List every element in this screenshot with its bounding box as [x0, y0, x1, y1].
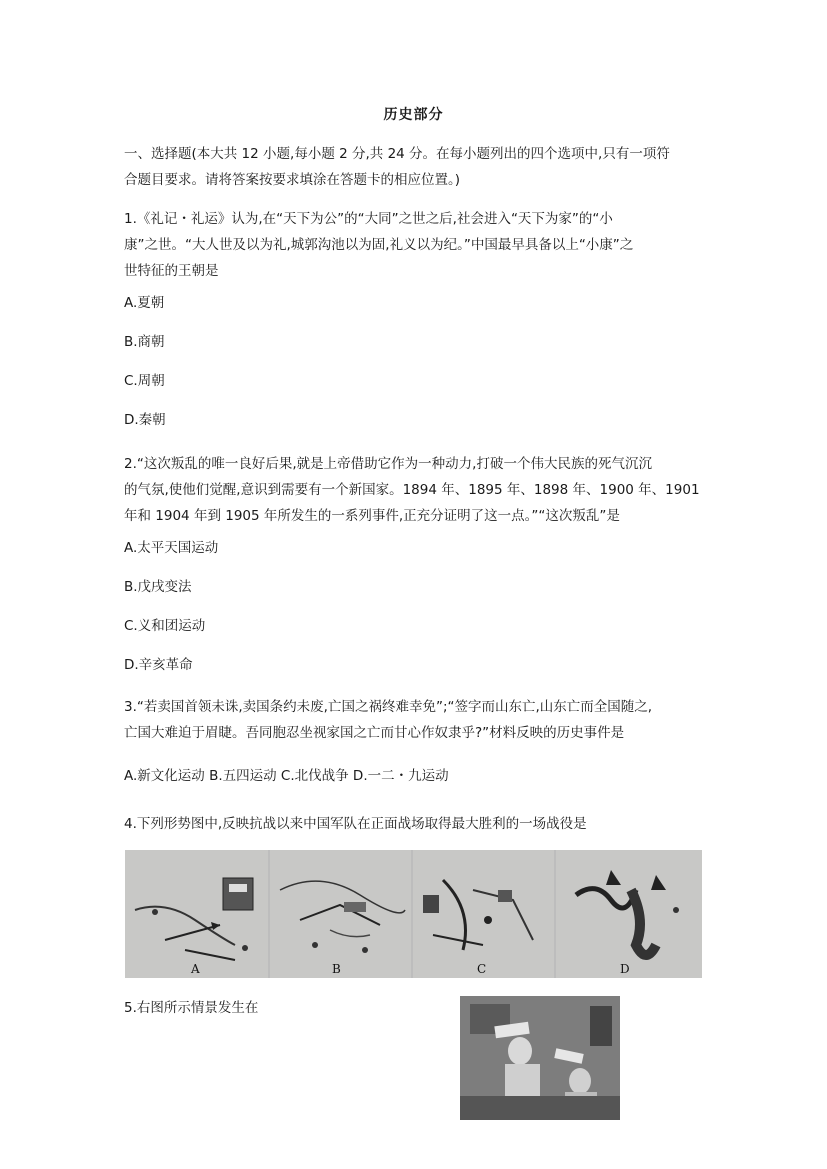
question-5: 5.右图所示情景发生在 [124, 1000, 259, 1016]
q1-line-1: 1.《礼记・礼运》认为,在“天下为公”的“大同”之世之后,社会进入“天下为家”的“小 [124, 211, 613, 227]
map-label-c: C [477, 962, 487, 976]
map-b-drawing [270, 850, 411, 978]
map-panel-b [270, 850, 411, 978]
question-3 [124, 694, 704, 746]
map-panel-d [556, 850, 702, 978]
section-instructions [124, 141, 704, 193]
q2-option-d: D.辛亥革命 [124, 657, 193, 673]
battle-maps-figure [125, 850, 702, 978]
map-label-b: B [332, 962, 341, 976]
q1-option-a: A.夏朝 [124, 295, 165, 311]
q2-option-b: B.戊戌变法 [124, 579, 192, 595]
map-c-drawing [413, 850, 554, 978]
historical-photo [460, 996, 620, 1120]
map-panel-a [125, 850, 268, 978]
map-panel-c [413, 850, 554, 978]
q3-line-2: 亡国大难迫于眉睫。吾同胞忍坐视家国之亡而甘心作奴隶乎?”材料反映的历史事件是 [124, 725, 625, 741]
map-d-drawing [556, 850, 702, 978]
q3-options: A.新文化运动 B.五四运动 C.北伐战争 D.一二・九运动 [124, 768, 449, 784]
q2-option-c: C.义和团运动 [124, 618, 206, 634]
photo-drawing [460, 996, 620, 1120]
q3-line-1: 3.“若卖国首领未诛,卖国条约未废,亡国之祸终难幸免”;“签字而山东亡,山东亡而全国随之, [124, 699, 653, 715]
section-line-1: 一、选择题(本大共 12 小题,每小题 2 分,共 24 分。在每小题列出的四个选项中,只有一项符 [124, 146, 670, 162]
question-1 [124, 206, 704, 284]
map-label-a: A [191, 962, 200, 976]
map-label-d: D [620, 962, 630, 976]
q1-option-d: D.秦朝 [124, 412, 166, 428]
question-2 [124, 451, 704, 529]
section-line-2: 合题目要求。请将答案按要求填涂在答题卡的相应位置。) [124, 172, 461, 188]
q1-option-c: C.周朝 [124, 373, 165, 389]
q1-line-3: 世特征的王朝是 [124, 263, 219, 279]
q1-option-b: B.商朝 [124, 334, 165, 350]
q2-option-a: A.太平天国运动 [124, 540, 219, 556]
q2-line-3: 年和 1904 年到 1905 年所发生的一系列事件,正充分证明了这一点。”“这次叛乱”是 [124, 508, 620, 524]
map-a-drawing [125, 850, 268, 978]
page-title: 历史部分 [383, 107, 444, 123]
question-4: 4.下列形势图中,反映抗战以来中国军队在正面战场取得最大胜利的一场战役是 [124, 816, 587, 832]
q2-line-1: 2.“这次叛乱的唯一良好后果,就是上帝借助它作为一种动力,打破一个伟大民族的死气沉沉 [124, 456, 652, 472]
q1-line-2: 康”之世。“大人世及以为礼,城郭沟池以为固,礼义以为纪。”中国最早具备以上“小康”之 [124, 237, 634, 253]
q2-line-2: 的气氛,使他们觉醒,意识到需要有一个新国家。1894 年、1895 年、1898 年、1900 年、1901 [124, 482, 700, 498]
